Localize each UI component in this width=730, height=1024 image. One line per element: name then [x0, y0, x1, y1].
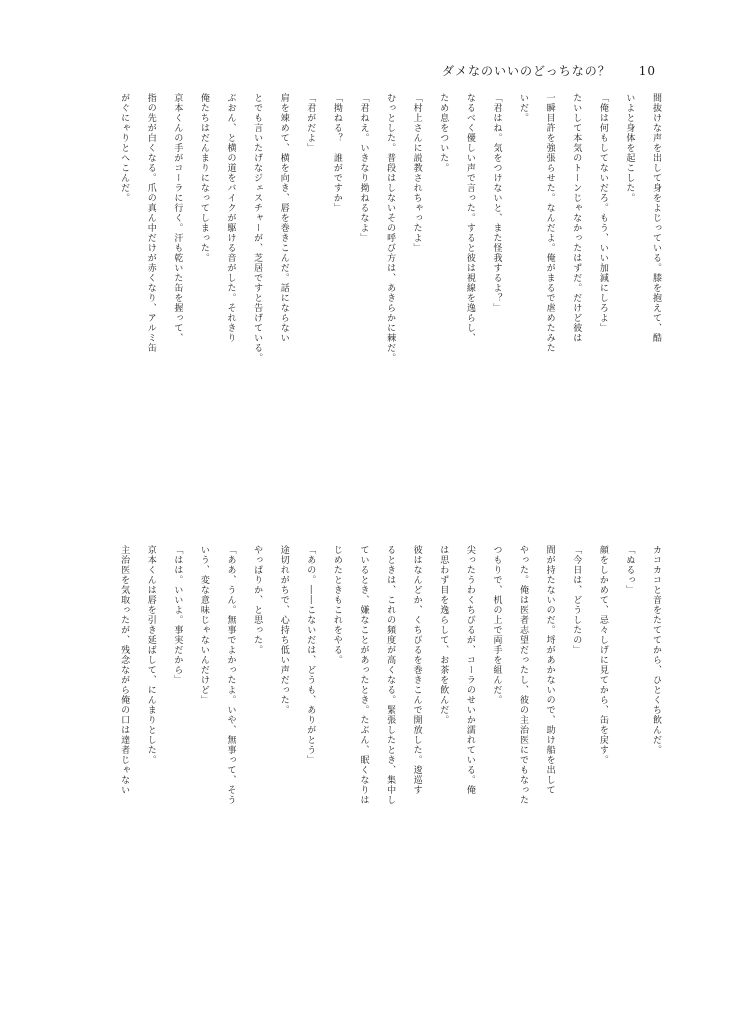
text-line: 「君ねえ。いきなり拗ねるなよ」	[358, 93, 369, 243]
text-line: じめたときもこれをやる。	[331, 545, 342, 665]
text-line: たいして本気のトーンじゃなかったはずだ。だけど彼は	[571, 93, 582, 343]
text-line: むっとした。普段はしないその呼び方は、あきらかに棘だ。	[385, 93, 396, 363]
text-line: とでも言いたげなジェスチャーが、芝居ですと告げている。	[252, 93, 263, 363]
running-header	[442, 62, 656, 79]
text-line: やった。俺は医者志望だったし、彼の主治医にでもなった	[518, 545, 529, 805]
text-line: 「今日は、どうしたの」	[571, 545, 582, 655]
text-line: 彼はなんどか、くちびるを巻きこんで開放した。逡巡す	[411, 545, 422, 795]
text-line: ため息をついた。	[438, 93, 449, 173]
text-line: がぐにゃりとへこんだ。	[119, 93, 130, 203]
book-title: ダメなのいいのどっちなの？	[441, 64, 611, 78]
text-line: やっぱりか、と思った。	[252, 545, 263, 655]
text-line: いよと身体を起こした。	[624, 93, 635, 203]
text-line: 「俺は何もしてないだろ。もう、いい加減にしろよ」	[597, 93, 608, 333]
text-line: 「拗ねる？ 誰がですか」	[331, 93, 342, 213]
text-line: 「あの。――こないだは、どうも、ありがとう」	[305, 545, 316, 765]
text-line: ぶおん、と横の道をバイクが駆ける音がした。それきり	[225, 93, 236, 343]
text-line: 顔をしかめて、忌々しげに見てから、缶を戻す。	[597, 545, 608, 765]
text-line: 一瞬目許を強張らせた。なんだよ。俺がまるで虐めたみた	[544, 93, 555, 353]
text-line: 「ぬるっ」	[624, 545, 635, 595]
text-line: ているとき、嫌なことがあったとき。たぶん、眠くなりは	[358, 545, 369, 805]
text-line: 「君がだよ」	[305, 93, 316, 153]
text-line: いう、変な意味じゃないんだけど」	[198, 545, 209, 705]
lower-text-block	[121, 545, 669, 953]
text-line: 途切れがちで、心持ち低い声だった。	[278, 545, 289, 715]
text-line: 「村上さんに説教されちゃったよ」	[411, 93, 422, 253]
text-line: 尖ったうわくちびるが、コーラのせいか濡れている。俺	[464, 545, 475, 795]
text-line: つもりで、机の上で両手を組んだ。	[491, 545, 502, 705]
text-line: 「ああ、うん。無事でよかったよ。いや、無事って、そう	[225, 545, 236, 805]
page-number: 10	[638, 64, 656, 78]
text-line: なるべく優しい声で言った。すると彼は視線を逸らし、	[464, 93, 475, 343]
upper-text-block	[121, 93, 669, 518]
text-line: 「はは。いいよ。事実だから」	[172, 545, 183, 685]
text-line: 間が持たないのだ。埒があかないので、助け船を出して	[544, 545, 555, 795]
text-line: は思わず目を逸らして、お茶を飲んだ。	[438, 545, 449, 725]
text-line: いだ。	[518, 93, 529, 123]
text-line: 「君はね。気をつけないと、また怪我するよ？」	[491, 93, 502, 313]
text-line: カコカコと音をたててから、ひとくち飲んだ。	[651, 545, 661, 755]
text-line: 京本くんは唇を引き延ばして、にんまりとした。	[145, 545, 156, 765]
text-line: 俺たちはだんまりになってしまった。	[198, 93, 209, 263]
text-line: 京本くんの手がコーラに行く。汗も乾いた缶を握って、	[172, 93, 183, 343]
text-line: 間抜けな声を出して身をよじっている。膝を抱えて、酷	[651, 93, 661, 343]
text-line: 主治医を気取ったが、残念ながら俺の口は達者じゃない	[119, 545, 130, 795]
text-line: 指の先が白くなる。爪の真ん中だけが赤くなり、アルミ缶	[145, 93, 156, 353]
text-line: るときは、これの頻度が高くなる。緊張したとき、集中し	[385, 545, 396, 805]
text-line: 肩を竦めて、横を向き、唇を巻きこんだ。話にならない	[278, 93, 289, 343]
